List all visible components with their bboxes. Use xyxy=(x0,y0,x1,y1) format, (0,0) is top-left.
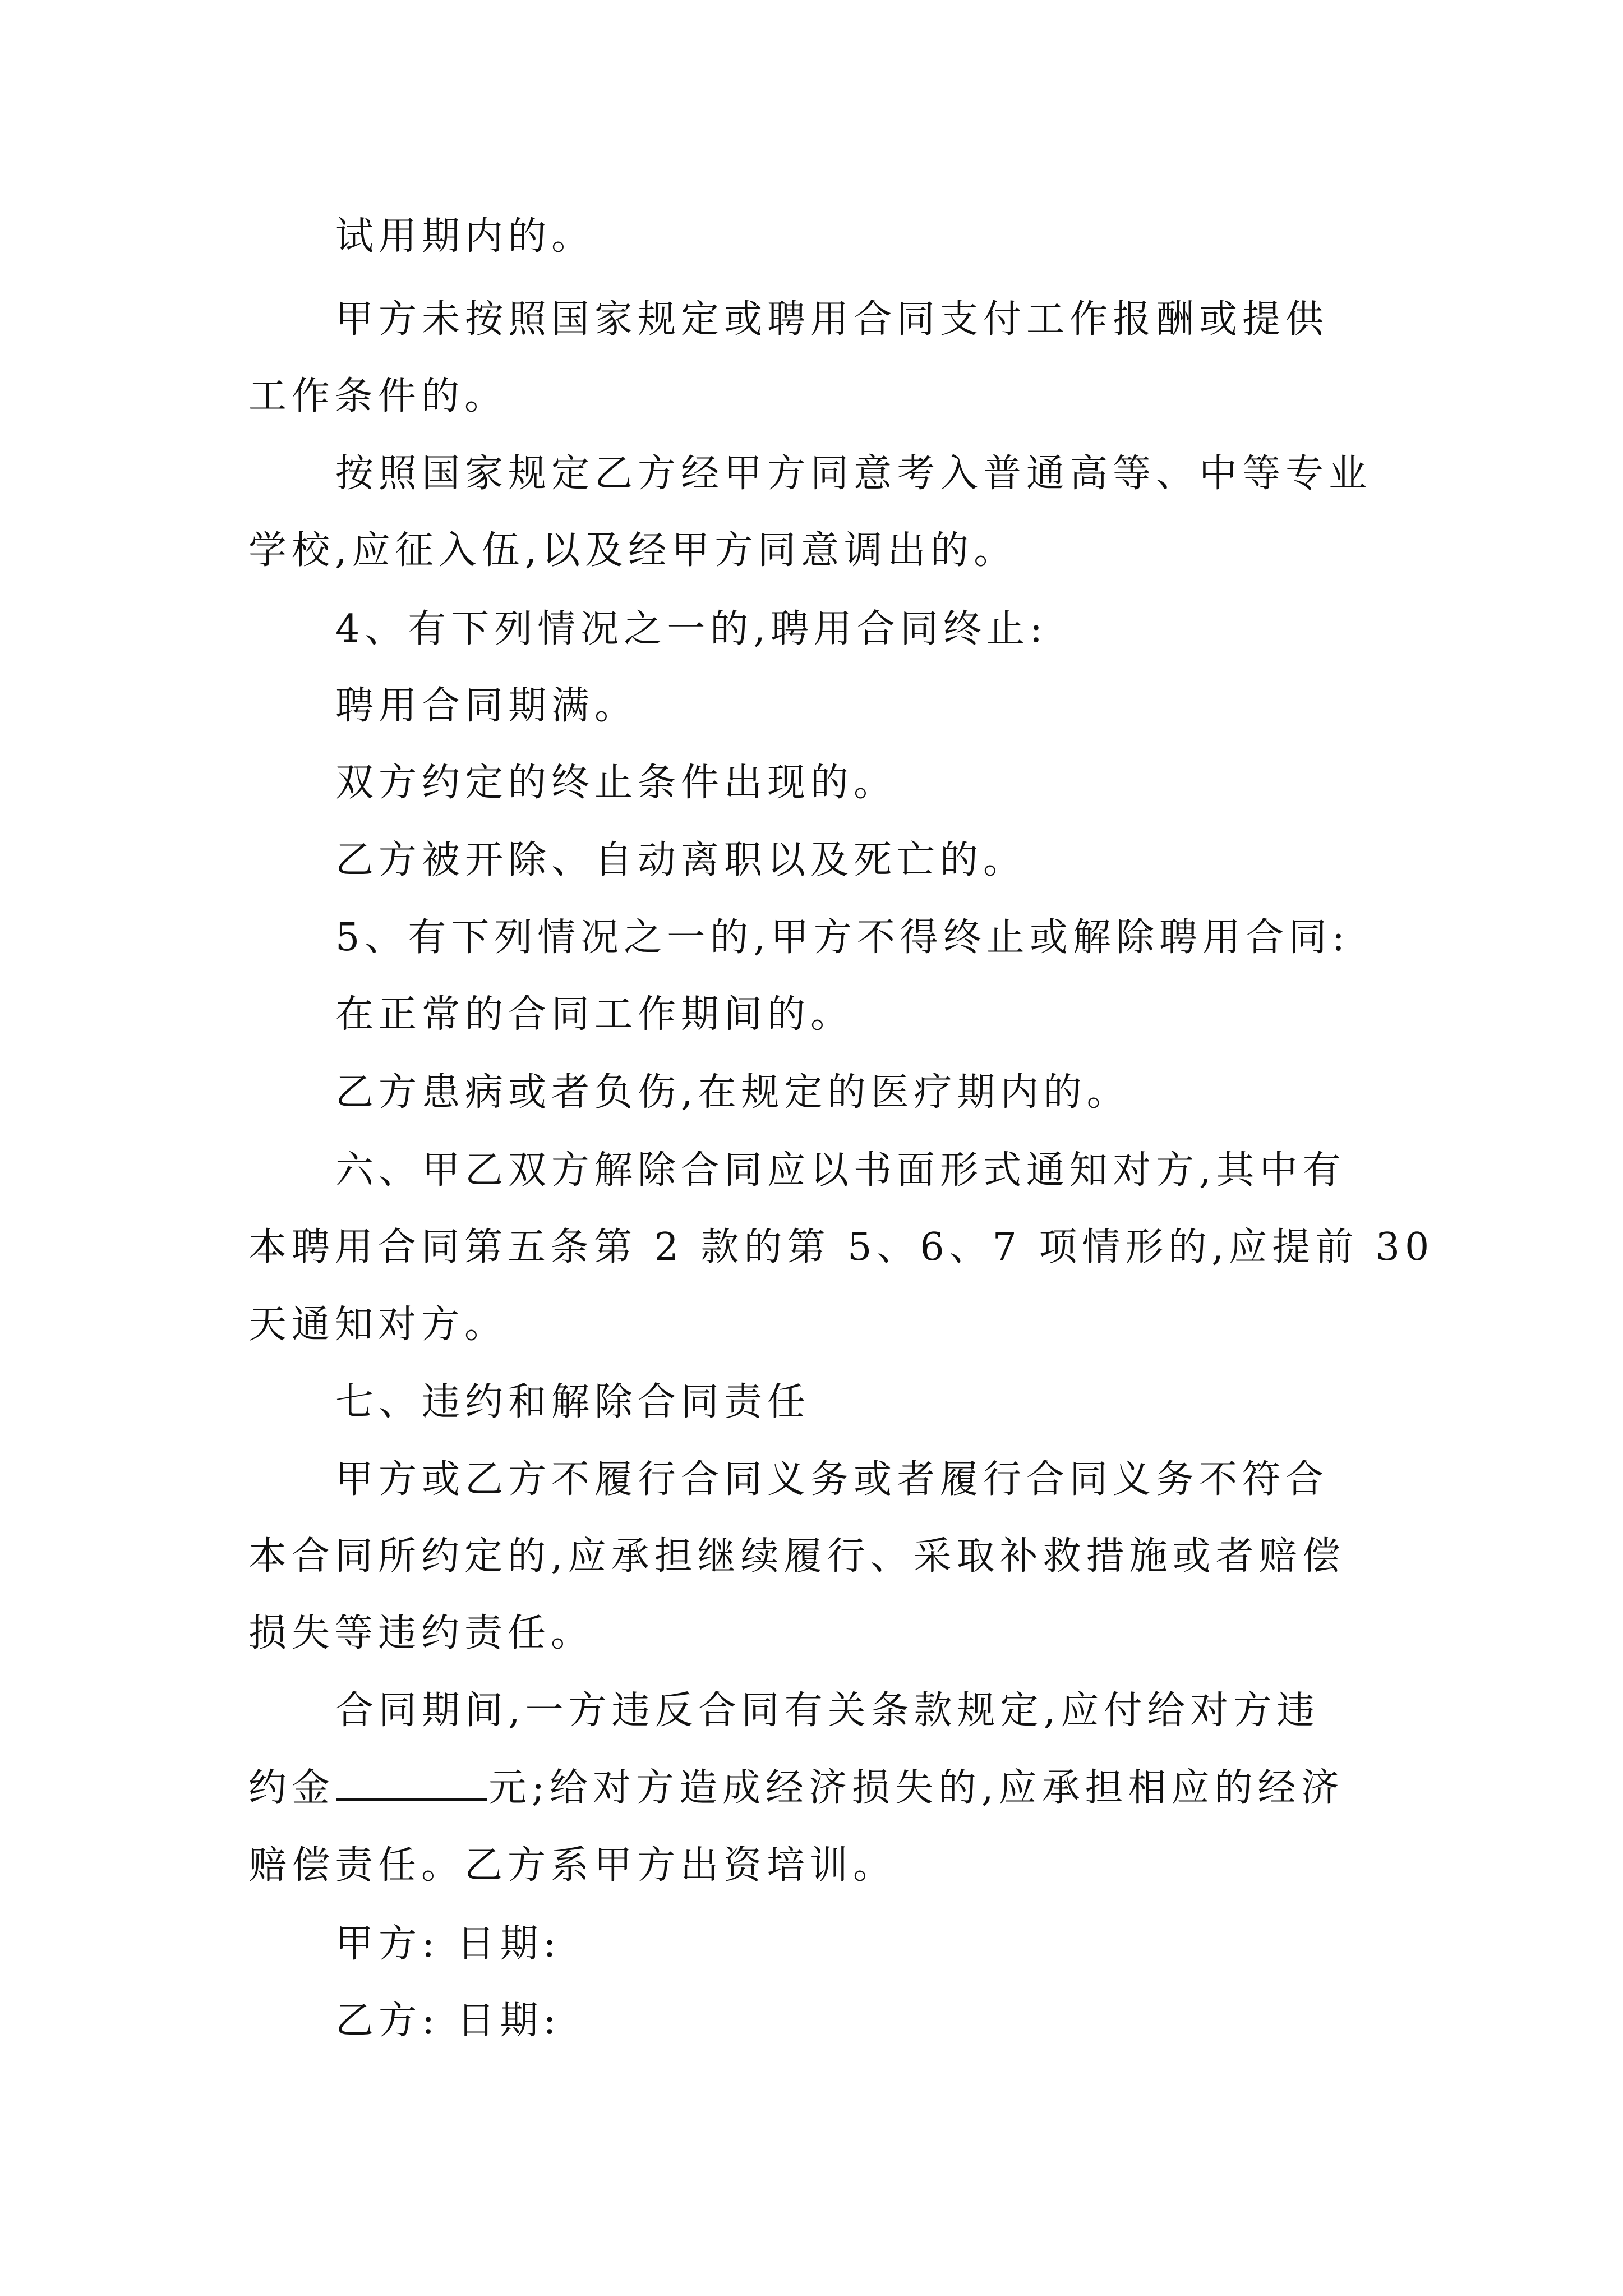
amount-blank xyxy=(336,1769,487,1801)
paragraph-line: 合同期间,一方违反合同有关条款规定,应付给对方违 xyxy=(335,1688,1320,1733)
paragraph-line: 天通知对方。 xyxy=(248,1303,508,1347)
paragraph-line: 甲方未按照国家规定或聘用合同支付工作报酬或提供 xyxy=(335,297,1329,342)
penalty-prefix: 约金 xyxy=(248,1766,335,1810)
penalty-suffix: 元;给对方造成经济损失的,应承担相应的经济 xyxy=(488,1766,1344,1810)
paragraph-line: 乙方被开除、自动离职以及死亡的。 xyxy=(335,838,1027,882)
paragraph-line: 甲方或乙方不履行合同义务或者履行合同义务不符合 xyxy=(335,1457,1329,1502)
paragraph-line: 乙方患病或者负伤,在规定的医疗期内的。 xyxy=(335,1070,1130,1115)
paragraph-line: 按照国家规定乙方经甲方同意考入普通高等、中等专业 xyxy=(335,452,1372,496)
signature-line-party-b: 乙方: 日期: xyxy=(335,1999,561,2043)
paragraph-line: 4、有下列情况之一的,聘用合同终止: xyxy=(335,607,1048,651)
paragraph-line: 学校,应征入伍,以及经甲方同意调出的。 xyxy=(248,528,1017,573)
paragraph-line: 聘用合同期满。 xyxy=(335,684,638,728)
paragraph-line: 损失等违约责任。 xyxy=(248,1611,594,1655)
paragraph-line: 5、有下列情况之一的,甲方不得终止或解除聘用合同: xyxy=(335,915,1350,960)
paragraph-line: 试用期内的。 xyxy=(335,214,595,259)
penalty-line xyxy=(248,1766,1344,1810)
paragraph-line: 本合同所约定的,应承担继续履行、采取补救措施或者赔偿 xyxy=(248,1534,1345,1579)
paragraph-line: 双方约定的终止条件出现的。 xyxy=(335,761,897,805)
paragraph-line: 六、甲乙双方解除合同应以书面形式通知对方,其中有 xyxy=(335,1148,1346,1193)
signature-line-party-a: 甲方: 日期: xyxy=(335,1922,561,1966)
paragraph-line: 在正常的合同工作期间的。 xyxy=(335,992,854,1037)
section-heading: 七、违约和解除合同责任 xyxy=(335,1380,811,1424)
paragraph-line: 赔偿责任。乙方系甲方出资培训。 xyxy=(248,1843,897,1888)
paragraph-line: 工作条件的。 xyxy=(248,374,508,418)
paragraph-line: 本聘用合同第五条第 2 款的第 5、6、7 项情形的,应提前 30 xyxy=(248,1225,1435,1269)
